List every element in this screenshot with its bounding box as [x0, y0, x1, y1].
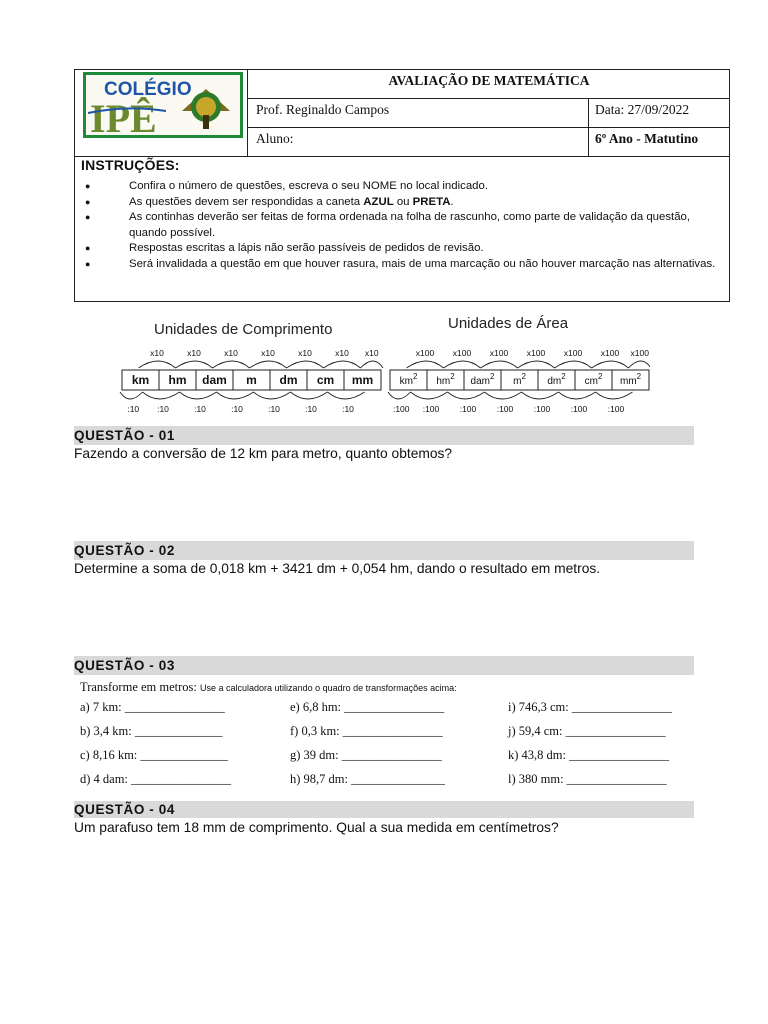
length-unit-mult-arrow	[250, 361, 287, 368]
teacher-row	[248, 99, 730, 128]
area-unit-mult-label: x100	[563, 348, 583, 358]
length-unit-mult-label: x10	[150, 348, 164, 358]
area-unit-div-label: :100	[392, 404, 410, 414]
pen-or: ou	[393, 195, 413, 208]
instruction-item: ● As continhas deverão ser feitas de forma ordenada na folha de rascunho, como parte de validação da questão, quando possível.	[81, 210, 721, 241]
conversion-item[interactable]: j) 59,4 cm: ________________	[508, 724, 666, 738]
area-unit-mult-label: x100	[630, 348, 649, 358]
length-unit-mult-label: x10	[298, 348, 312, 358]
exam-title: AVALIAÇÃO DE MATEMÁTICA	[248, 70, 730, 99]
school-logo	[83, 72, 243, 138]
area-unit-label: $hm^2$	[436, 372, 455, 387]
instructions-list	[81, 179, 721, 272]
area-unit-div-arrow	[448, 392, 485, 399]
instruction-item	[81, 195, 721, 211]
length-unit-div-label: :10	[268, 404, 280, 414]
conversion-item[interactable]: e) 6,8 hm: ________________	[290, 700, 445, 714]
conversion-item[interactable]: c) 8,16 km: ______________	[80, 748, 228, 762]
area-unit-label: $m^2$	[513, 372, 526, 387]
conversion-item[interactable]: k) 43,8 dm: ________________	[508, 748, 670, 762]
area-unit-div-arrow	[559, 392, 596, 399]
question-2-header: QUESTÃO - 02	[74, 541, 694, 560]
length-unit-mult-label: x10	[335, 348, 349, 358]
instruction-text: As questões devem ser respondidas a caneta	[129, 195, 364, 208]
area-units-title: Unidades de Área	[448, 315, 569, 332]
length-unit-div-label: :10	[342, 404, 354, 414]
area-unit-mult-arrow	[518, 361, 555, 368]
length-unit-mult-arrow	[324, 361, 361, 368]
exam-header	[74, 69, 730, 302]
question-3-intro-hint: Use a calculadora utilizando o quadro de transformações acima:	[200, 683, 457, 693]
length-unit-mult-arrow	[213, 361, 250, 368]
length-unit-div-label: :10	[305, 404, 317, 414]
length-unit-div-label: :10	[194, 404, 206, 414]
length-units-title: Unidades de Comprimento	[154, 321, 333, 338]
area-unit-div-label: :100	[459, 404, 477, 414]
area-unit-label: $cm^2$	[584, 372, 603, 387]
question-3-header: QUESTÃO - 03	[74, 656, 694, 675]
area-unit-div-arrow	[485, 392, 522, 399]
area-unit-mult-label: x100	[452, 348, 472, 358]
pen-end: .	[450, 195, 454, 208]
length-unit-label: m	[246, 373, 257, 387]
length-unit-div-arrow	[328, 392, 365, 399]
conversion-item[interactable]: a) 7 km: ________________	[80, 700, 225, 714]
area-unit-label: $km^2$	[399, 372, 418, 387]
pen-black: PRETA	[412, 195, 451, 208]
length-unit-label: cm	[316, 373, 335, 387]
area-unit-div-arrow	[388, 392, 411, 399]
question-1-header: QUESTÃO - 01	[74, 426, 694, 445]
student-label[interactable]: Aluno:	[256, 131, 294, 146]
question-3-intro	[80, 680, 457, 695]
area-unit-mult-arrow	[444, 361, 481, 368]
question-3-intro-text: Transforme em metros:	[80, 680, 197, 694]
instructions-title: INSTRUÇÕES:	[81, 157, 180, 173]
area-unit-label: $mm^2$	[619, 372, 642, 387]
instruction-item: ● Será invalidada a questão em que houver rasura, mais de uma marcação ou não houver marcação nas alternativas.	[81, 257, 721, 273]
conversion-item[interactable]: d) 4 dam: ________________	[80, 772, 232, 786]
question-2-text: Determine a soma de 0,018 km + 3421 dm + 0,054 hm, dando o resultado em metros.	[74, 561, 601, 576]
length-unit-mult-label: x10	[224, 348, 238, 358]
area-unit-div-arrow	[596, 392, 633, 399]
logo-text-bottom: IPÊ	[90, 96, 157, 135]
question-4-text: Um parafuso tem 18 mm de comprimento. Qual a sua medida em centímetros?	[74, 820, 559, 835]
area-unit-mult-label: x100	[489, 348, 509, 358]
length-unit-label: dm	[279, 373, 298, 387]
area-unit-mult-label: x100	[415, 348, 435, 358]
area-unit-mult-arrow	[407, 361, 444, 368]
conversion-item[interactable]: i) 746,3 cm: ________________	[508, 700, 672, 714]
length-unit-label: dam	[202, 373, 227, 387]
length-unit-div-label: :10	[231, 404, 243, 414]
conversion-item[interactable]: h) 98,7 dm: _______________	[290, 772, 445, 786]
conversion-item[interactable]: b) 3,4 km: ______________	[80, 724, 223, 738]
length-unit-mult-arrow	[176, 361, 213, 368]
area-unit-div-label: :100	[496, 404, 514, 414]
logo-text-top: COLÉGIO	[104, 79, 192, 100]
length-unit-div-arrow	[291, 392, 328, 399]
length-unit-div-arrow	[180, 392, 217, 399]
length-unit-mult-arrow	[287, 361, 324, 368]
length-unit-mult-arrow	[361, 361, 384, 368]
length-units-group	[120, 348, 383, 414]
conversion-item[interactable]: f) 0,3 km: ________________	[290, 724, 443, 738]
unit-conversion-chart	[118, 314, 650, 424]
instructions	[81, 157, 721, 272]
length-unit-div-arrow	[217, 392, 254, 399]
length-unit-div-label: :10	[157, 404, 169, 414]
area-unit-div-label: :100	[570, 404, 588, 414]
area-unit-mult-arrow	[629, 361, 651, 368]
area-unit-div-label: :100	[422, 404, 440, 414]
area-unit-label: dam$^2$	[470, 372, 495, 387]
area-unit-mult-label: x100	[526, 348, 546, 358]
conversion-item[interactable]: l) 380 mm: ________________	[508, 772, 667, 786]
area-unit-mult-arrow	[592, 361, 629, 368]
length-unit-label: km	[131, 373, 150, 387]
question-1-text: Fazendo a conversão de 12 km para metro, quanto obtemos?	[74, 446, 453, 461]
exam-date: Data: 27/09/2022	[588, 99, 730, 127]
conversion-item[interactable]: g) 39 dm: ________________	[290, 748, 442, 762]
student-row	[248, 128, 730, 157]
length-unit-label: hm	[168, 373, 187, 387]
area-unit-mult-label: x100	[600, 348, 620, 358]
length-unit-label: mm	[351, 373, 374, 387]
area-unit-mult-arrow	[555, 361, 592, 368]
length-unit-div-arrow	[143, 392, 180, 399]
length-unit-mult-arrow	[139, 361, 176, 368]
instruction-item: ● Respostas escritas a lápis não serão passíveis de pedidos de revisão.	[81, 241, 721, 257]
length-unit-div-arrow	[254, 392, 291, 399]
length-unit-mult-label: x10	[261, 348, 275, 358]
area-unit-div-arrow	[411, 392, 448, 399]
logo-cell	[75, 70, 248, 157]
length-unit-mult-label: x10	[187, 348, 201, 358]
length-unit-mult-label: x10	[364, 348, 379, 358]
instruction-item: ● Confira o número de questões, escreva o seu NOME no local indicado.	[81, 179, 721, 195]
length-unit-div-label: :10	[127, 404, 140, 414]
teacher-name: Prof. Reginaldo Campos	[256, 102, 390, 117]
area-units-group	[388, 348, 650, 414]
length-unit-div-arrow	[120, 392, 143, 399]
area-unit-div-arrow	[522, 392, 559, 399]
area-unit-mult-arrow	[481, 361, 518, 368]
area-unit-div-label: :100	[607, 404, 625, 414]
class-label: 6º Ano - Matutino	[588, 128, 730, 156]
question-4-header: QUESTÃO - 04	[74, 801, 694, 818]
area-unit-div-label: :100	[533, 404, 551, 414]
pen-blue: AZUL	[363, 195, 394, 208]
area-unit-label: $dm^2$	[547, 372, 566, 387]
